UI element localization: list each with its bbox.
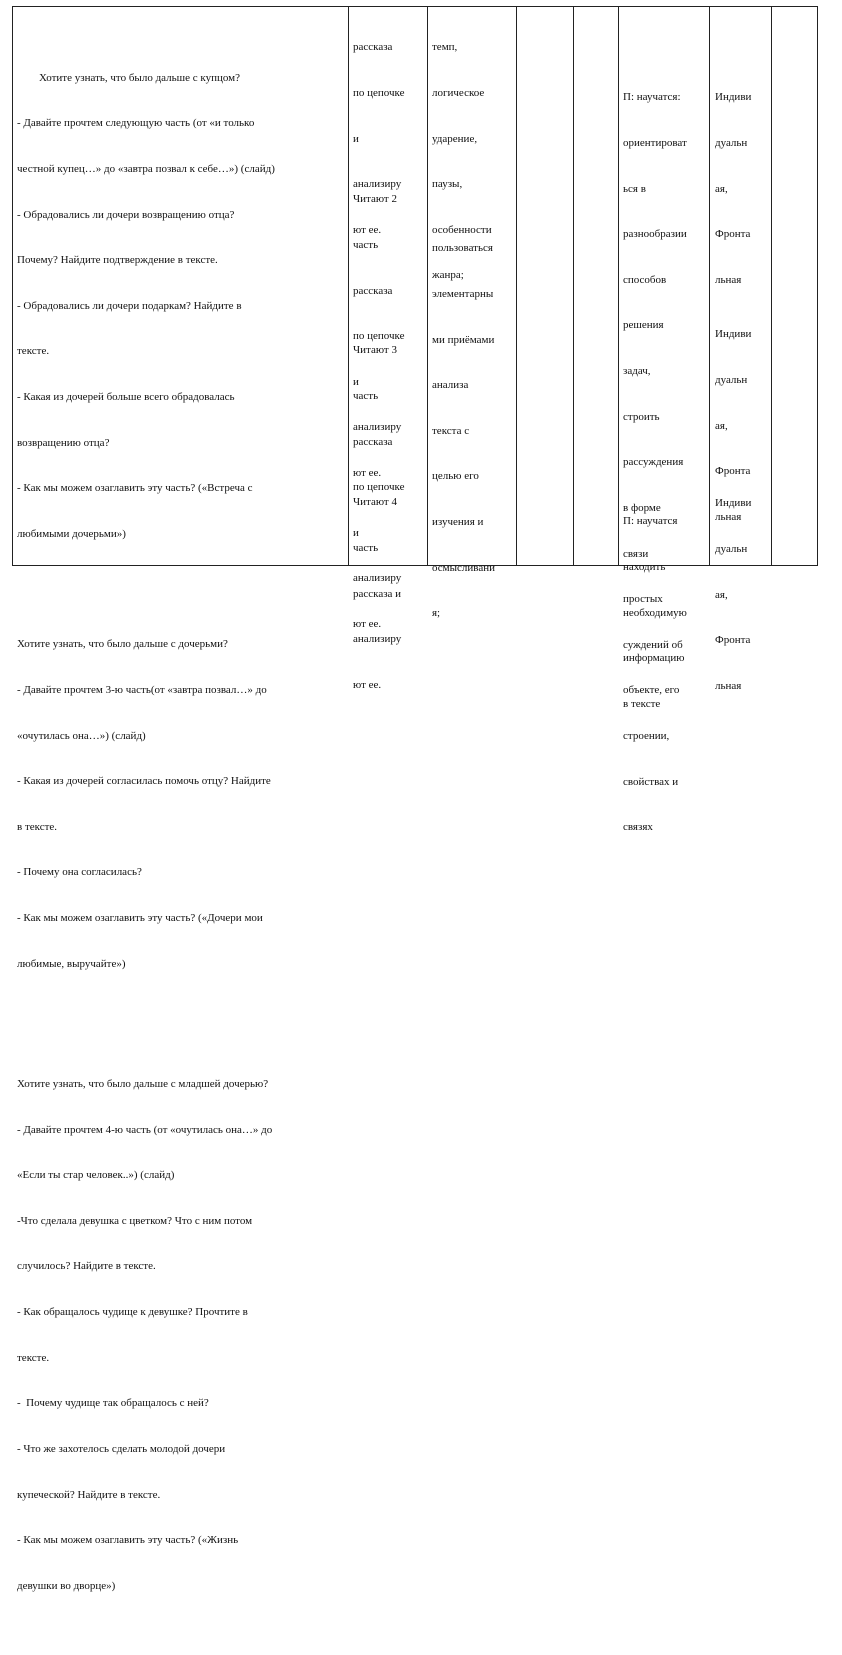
text-line: анализа <box>432 379 469 392</box>
text-line: -Что сделала девушка с цветком? Что с ним потом <box>17 1214 253 1227</box>
text-line: Фронта <box>715 465 751 478</box>
text-line: Фронта <box>715 634 751 647</box>
text-line: - Как обращалось чудище к девушке? Прочтите в <box>17 1306 248 1319</box>
text-line: по цепочке <box>353 87 405 100</box>
column-divider <box>618 7 619 565</box>
text-line: П: научатся <box>623 515 678 528</box>
text-line: по цепочке <box>353 330 405 343</box>
student-activity-group-4 <box>353 465 425 723</box>
text-line: Хотите узнать, что было дальше с купцом? <box>17 71 240 84</box>
text-block-part2 <box>17 40 347 572</box>
text-block-part4 <box>17 1047 347 1625</box>
text-line: - Давайте прочтем 4-ю часть (от «очутилась она…» до <box>17 1123 273 1136</box>
text-line: Почему? Найдите подтверждение в тексте. <box>17 254 218 267</box>
text-line: строить <box>623 410 660 423</box>
text-line: простых <box>623 593 663 606</box>
text-line: строении, <box>623 729 670 742</box>
column-divider <box>709 7 710 565</box>
text-line: пользоваться <box>432 242 493 255</box>
text-line: анализиру <box>353 178 402 191</box>
text-line: способов <box>623 273 667 286</box>
text-line: - Давайте прочтем следующую часть (от «и только <box>17 117 255 130</box>
text-line: П: научатся: <box>623 91 681 104</box>
text-line: в тексте. <box>17 820 58 833</box>
text-line: часть <box>353 390 379 403</box>
text-line: анализиру <box>353 421 402 434</box>
text-line: - Обрадовались ли дочери подаркам? Найдите в <box>17 299 242 312</box>
text-line: анализиру <box>353 633 402 646</box>
subject-results-group-2 <box>432 211 514 652</box>
text-line: и <box>353 526 359 539</box>
text-line: рассказа <box>353 41 393 54</box>
text-line: жанра; <box>432 269 464 282</box>
text-line: связи <box>623 547 649 560</box>
text-line: ая, <box>715 182 728 195</box>
text-line: - Как мы можем озаглавить эту часть? («Встреча с <box>17 482 253 495</box>
text-line: любимые, выручайте») <box>17 957 126 970</box>
text-line: Читают 3 <box>353 344 397 357</box>
text-line: часть <box>353 542 379 555</box>
text-line: суждений об <box>623 638 683 651</box>
text-line: - Как мы можем озаглавить эту часть? («Дочери мои <box>17 911 263 924</box>
text-line: Хотите узнать, что было дальше с дочерьми? <box>17 638 228 651</box>
text-line: особенности <box>432 223 492 236</box>
column-divider <box>348 7 349 565</box>
text-line: ют ее. <box>353 618 382 631</box>
text-line: элементарны <box>432 288 494 301</box>
text-line: - Почему чудище так обращалось с ней? <box>17 1397 209 1410</box>
text-line: девушки во дворце») <box>17 1579 116 1592</box>
text-line: Хотите узнать, что было дальше с младшей дочерью? <box>17 1078 269 1091</box>
text-line: находить <box>623 561 666 574</box>
text-line: Читают 4 <box>353 496 397 509</box>
text-line: ая, <box>715 419 728 432</box>
text-line: ют ее. <box>353 223 382 236</box>
text-line: дуальн <box>715 374 748 387</box>
text-line: любимыми дочерьми») <box>17 527 126 540</box>
text-line: Индиви <box>715 328 752 341</box>
text-line: рассуждения <box>623 456 684 469</box>
text-line: решения <box>623 319 664 332</box>
text-line: ударение, <box>432 132 478 145</box>
text-line: ься в <box>623 182 646 195</box>
text-line: рассказа <box>353 284 393 297</box>
text-line: ми приёмами <box>432 333 495 346</box>
text-line: по цепочке <box>353 481 405 494</box>
work-form-group-1 <box>715 60 771 318</box>
text-line: я; <box>432 607 441 620</box>
text-line: в форме <box>623 501 661 514</box>
teacher-activity-cell <box>17 10 347 1655</box>
text-line: - Обрадовались ли дочери возвращению отца? <box>17 208 235 221</box>
text-line: случилось? Найдите в тексте. <box>17 1260 156 1273</box>
text-line: - Давайте прочтем 3-ю часть(от «завтра позвал…» до <box>17 683 267 696</box>
text-line: - Почему она согласилась? <box>17 866 142 879</box>
text-line: возвращению отца? <box>17 436 110 449</box>
text-line: дуальн <box>715 137 748 150</box>
text-line: осмысливани <box>432 561 495 574</box>
work-form-group-3 <box>715 466 771 724</box>
text-line: ют ее. <box>353 467 382 480</box>
text-line: логическое <box>432 87 485 100</box>
text-line: - Как мы можем озаглавить эту часть? («Жизнь <box>17 1534 239 1547</box>
text-line: льная <box>715 679 742 692</box>
text-line: изучения и <box>432 516 484 529</box>
text-line: темп, <box>432 41 458 54</box>
column-divider <box>427 7 428 565</box>
text-line: ют ее. <box>353 678 382 691</box>
text-line: Индиви <box>715 497 752 510</box>
text-line: честной купец…» до «завтра позвал к себе…») (слайд) <box>17 163 275 176</box>
text-line: тексте. <box>17 345 50 358</box>
text-line: тексте. <box>17 1351 50 1364</box>
text-line: необходимую <box>623 606 687 619</box>
text-line: свойствах и <box>623 775 679 788</box>
text-line: - Какая из дочерей больше всего обрадовалась <box>17 391 235 404</box>
text-line: «Если ты стар человек..») (слайд) <box>17 1169 175 1182</box>
text-line: рассказа <box>353 435 393 448</box>
text-line: в тексте <box>623 697 661 710</box>
text-line: - Какая из дочерей согласилась помочь отцу? Найдите <box>17 775 271 788</box>
text-line: связях <box>623 821 653 834</box>
text-line: и <box>353 132 359 145</box>
text-line: задач, <box>623 365 651 378</box>
text-line: - Что же захотелось сделать молодой дочери <box>17 1442 226 1455</box>
text-line: Читают 2 <box>353 193 397 206</box>
column-divider <box>516 7 517 565</box>
text-line: льная <box>715 510 742 523</box>
text-line: анализиру <box>353 572 402 585</box>
text-line: объекте, его <box>623 684 680 697</box>
column-divider <box>771 7 772 565</box>
text-line: паузы, <box>432 178 463 191</box>
cognitive-results-group-2 <box>623 484 708 742</box>
text-line: Индиви <box>715 91 752 104</box>
text-line: ориентироват <box>623 137 687 150</box>
text-block-part3 <box>17 607 347 1002</box>
text-line: Фронта <box>715 228 751 241</box>
text-line: и <box>353 375 359 388</box>
text-line: «очутилась она…») (слайд) <box>17 729 146 742</box>
text-line: часть <box>353 239 379 252</box>
text-line: целью его <box>432 470 479 483</box>
text-line: рассказа и <box>353 587 402 600</box>
cognitive-results-group-1 <box>623 60 708 866</box>
column-divider <box>573 7 574 565</box>
text-line: информацию <box>623 652 685 665</box>
text-line: купеческой? Найдите в тексте. <box>17 1488 161 1501</box>
text-line: ая, <box>715 588 728 601</box>
text-line: разнообразии <box>623 228 687 241</box>
lesson-table <box>12 6 818 1592</box>
text-line: льная <box>715 273 742 286</box>
text-line: текста с <box>432 424 470 437</box>
text-line: дуальн <box>715 543 748 556</box>
